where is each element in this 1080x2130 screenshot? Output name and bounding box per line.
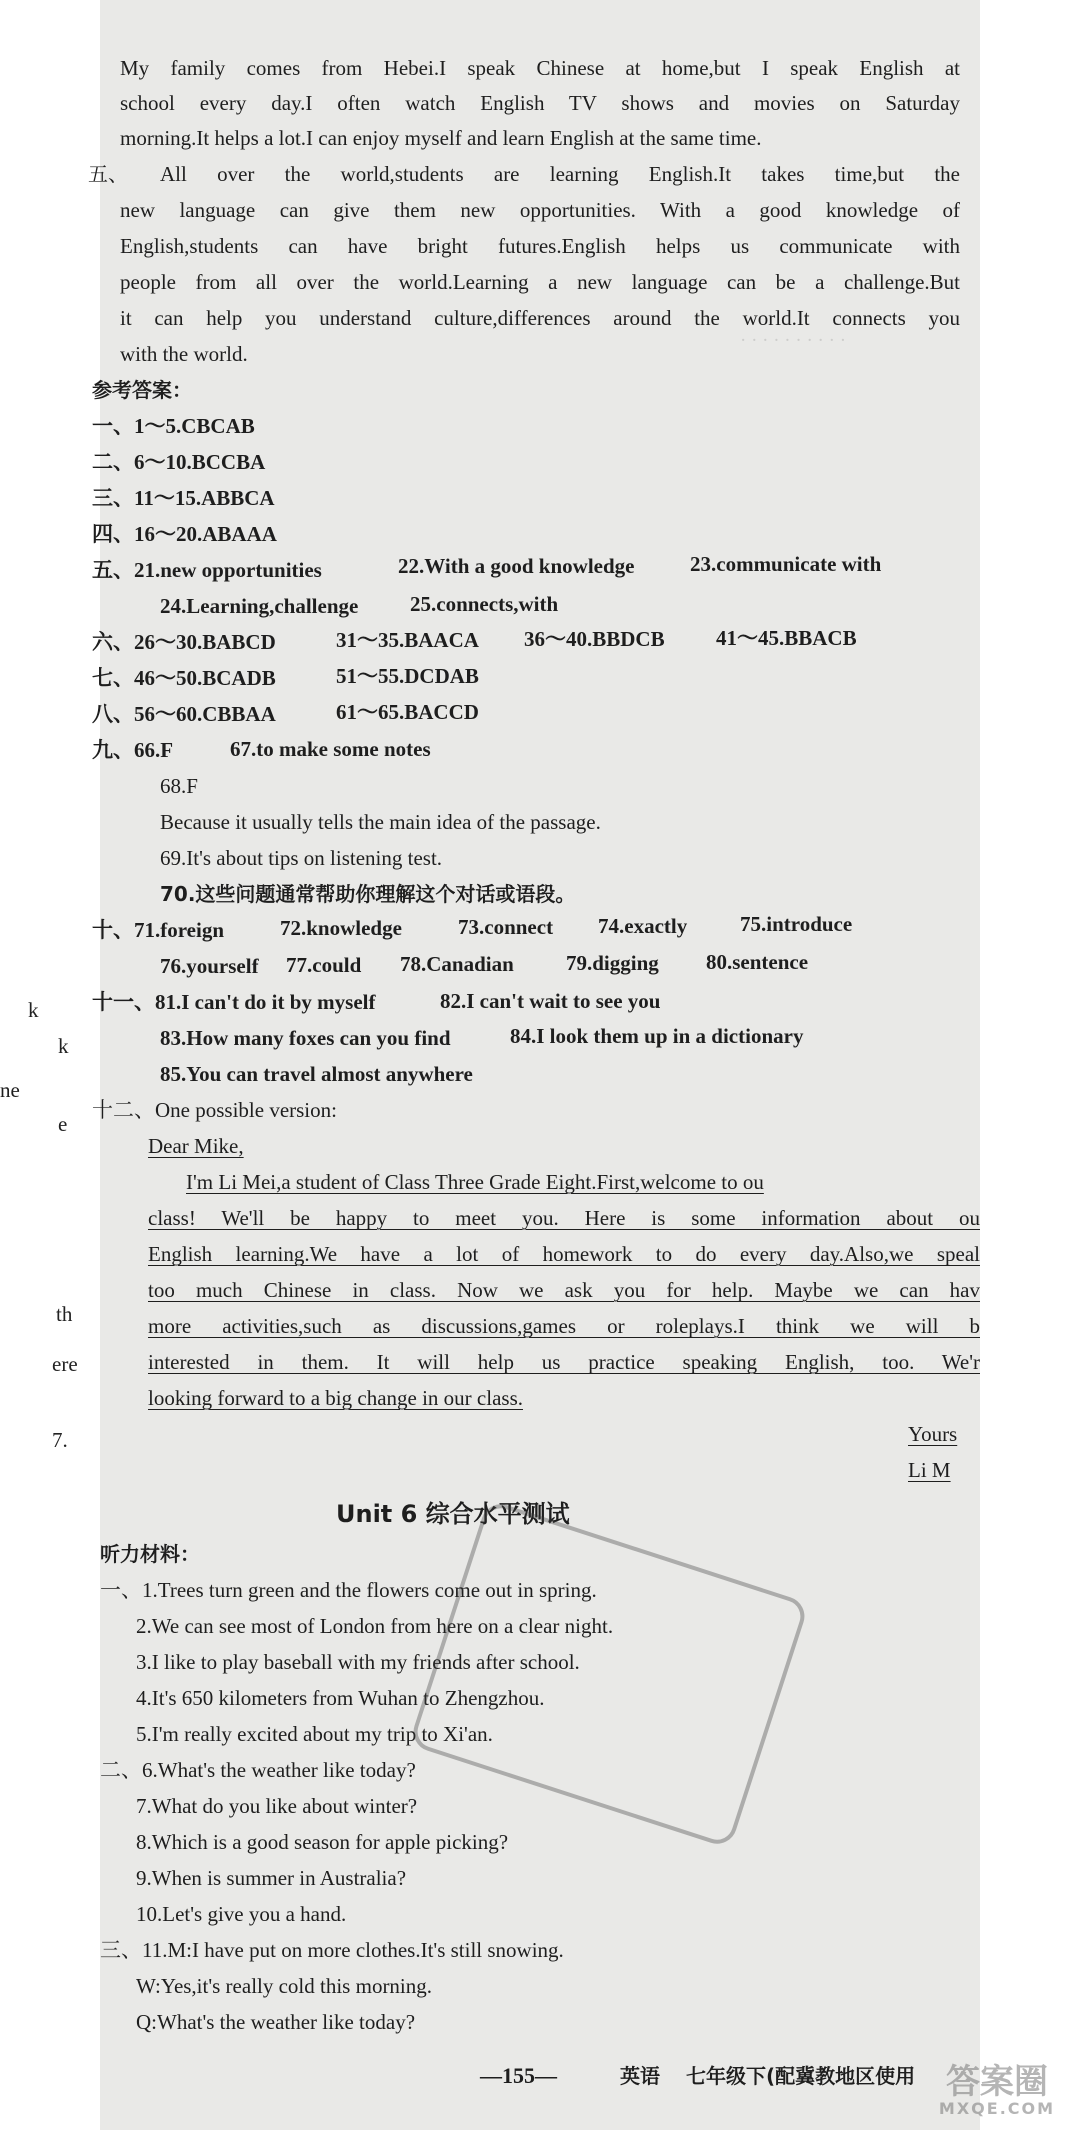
answer-item: 74.exactly [598, 914, 688, 938]
answer-item: 79.digging [566, 951, 659, 975]
answer-line: 二、6～10.BCCBA [92, 450, 266, 474]
listening-item: 一、1.Trees turn green and the flowers come out in spring. [100, 1578, 597, 1602]
margin-fragment: 7. [52, 1428, 68, 1452]
logo-subtext: MXQE.COM [938, 2099, 1056, 2118]
margin-fragment: e [58, 1112, 68, 1136]
section-label: 五、 [88, 162, 128, 186]
answer-item: 22.With a good knowledge [398, 554, 635, 578]
passage-line: morning.It helps a lot.I can enjoy myself and learn English at the same time. [120, 126, 762, 150]
passage-line: it can help you understand culture,differences around the world.It connects you [120, 306, 960, 330]
page-number: —155— [480, 2063, 557, 2088]
letter-line: more activities,such as discussions,games or roleplays.I think we will b [148, 1314, 980, 1338]
answer-item: 六、26～30.BABCD [92, 630, 276, 654]
stamp-watermark [408, 1499, 809, 1849]
answer-item: Because it usually tells the main idea of the passage. [160, 810, 601, 834]
margin-fragment: k [58, 1034, 69, 1058]
passage-line: All over the world,students are learning English.It takes time,but the [160, 162, 960, 186]
listening-item: 3.I like to play baseball with my friends after school. [136, 1650, 580, 1674]
listening-item: 4.It's 650 kilometers from Wuhan to Zhengzhou. [136, 1686, 545, 1710]
answer-item: 80.sentence [706, 950, 809, 974]
letter-closing: Yours [908, 1422, 958, 1446]
answer-line: 一、1～5.CBCAB [92, 414, 255, 438]
answer-item: 八、56～60.CBBAA [92, 702, 276, 726]
answer-item: 51～55.DCDAB [336, 664, 479, 688]
answer-item: 61～65.BACCD [336, 700, 479, 724]
answer-item: 七、46～50.BCADB [92, 666, 276, 690]
answer-item: 85.You can travel almost anywhere [160, 1062, 473, 1086]
answer-item: 77.could [286, 953, 362, 977]
letter-line: English learning.We have a lot of homework to do every day.Also,we speal [148, 1242, 980, 1266]
answer-item: 72.knowledge [280, 916, 402, 940]
answer-item: 76.yourself [160, 954, 259, 978]
answer-item: 31～35.BAACA [336, 628, 479, 652]
answer-item: 25.connects,with [410, 592, 559, 616]
passage-line: new language can give them new opportunities. With a good knowledge of [120, 198, 960, 222]
answer-item: 24.Learning,challenge [160, 594, 359, 618]
logo-text: 答案圈 [946, 2062, 1048, 2102]
passage-line: people from all over the world.Learning a new language can be a challenge.But [120, 270, 960, 294]
listening-item: W:Yes,it's really cold this morning. [136, 1974, 433, 1998]
listening-item: Q:What's the weather like today? [136, 2010, 416, 2034]
left-page-edge [0, 0, 100, 2130]
answer-item: 67.to make some notes [230, 737, 431, 761]
listening-item: 8.Which is a good season for apple picking? [136, 1830, 509, 1854]
answer-item: 十、71.foreign [92, 918, 225, 942]
listening-item: 三、11.M:I have put on more clothes.It's still snowing. [100, 1938, 564, 1962]
margin-fragment: k [28, 998, 39, 1022]
answer-item: 五、21.new opportunities [92, 558, 322, 582]
letter-line: looking forward to a big change in our class. [148, 1386, 523, 1410]
letter-line: interested in them. It will help us practice speaking English, too. We'r [148, 1350, 980, 1374]
answer-line: 三、11～15.ABBCA [92, 486, 275, 510]
margin-fragment: th [56, 1302, 73, 1326]
site-logo [922, 2062, 1072, 2125]
answer-item: 十一、81.I can't do it by myself [92, 990, 376, 1014]
listening-item: 9.When is summer in Australia? [136, 1866, 407, 1890]
footer-grade: 七年级下(配冀教地区使用 [686, 2064, 916, 2088]
letter-line: class! We'll be happy to meet you. Here is some information about ou [148, 1206, 980, 1230]
listening-item: 二、6.What's the weather like today? [100, 1758, 416, 1782]
passage-line: English,students can have bright futures.English helps us communicate with [120, 234, 960, 258]
answer-item: 41～45.BBACB [716, 626, 857, 650]
letter-line: I'm Li Mei,a student of Class Three Grade Eight.First,welcome to ou [186, 1170, 764, 1194]
unit-title: Unit 6 综合水平测试 [336, 1500, 570, 1528]
answer-item: 82.I can't wait to see you [440, 989, 661, 1013]
answer-item: 23.communicate with [690, 552, 882, 576]
listening-item: 5.I'm really excited about my trip to Xi'an. [136, 1722, 493, 1746]
letter-line: too much Chinese in class. Now we ask you for help. Maybe we can hav [148, 1278, 980, 1302]
answer-item: 78.Canadian [400, 952, 514, 976]
answer-item: 68.F [160, 774, 198, 798]
answer-item: 83.How many foxes can you find [160, 1026, 451, 1050]
answer-item: 36～40.BBDCB [524, 627, 665, 651]
passage-line: My family comes from Hebei.I speak Chinese at home,but I speak English at [120, 56, 960, 80]
answer-item: 九、66.F [92, 738, 174, 762]
answer-line: 四、16～20.ABAAA [92, 522, 277, 546]
passage-line: with the world. [120, 342, 248, 366]
listening-item: 7.What do you like about winter? [136, 1794, 418, 1818]
listening-heading: 听力材料： [100, 1542, 200, 1566]
answer-item: 84.I look them up in a dictionary [510, 1024, 804, 1048]
answer-item: 73.connect [458, 915, 554, 939]
listening-item: 10.Let's give you a hand. [136, 1902, 347, 1926]
letter-signature: Li M [908, 1458, 951, 1482]
margin-fragment: ere [52, 1352, 78, 1376]
answer-item: 70.这些问题通常帮助你理解这个对话或语段。 [160, 882, 576, 906]
textbook-page [88, 0, 980, 2130]
letter-greeting: Dear Mike, [148, 1134, 244, 1158]
bleed-through-text: · · · · · · · · · · [740, 330, 847, 351]
listening-item: 2.We can see most of London from here on a clear night. [136, 1614, 614, 1638]
answer-item: 十二、One possible version: [92, 1098, 337, 1122]
answer-item: 69.It's about tips on listening test. [160, 846, 443, 870]
answer-item: 75.introduce [740, 912, 853, 936]
passage-line: school every day.I often watch English TV shows and movies on Saturday [120, 91, 960, 115]
footer-subject: 英语 [620, 2064, 660, 2088]
answers-heading: 参考答案： [92, 378, 192, 402]
margin-fragment-right: ne [0, 1078, 20, 1102]
